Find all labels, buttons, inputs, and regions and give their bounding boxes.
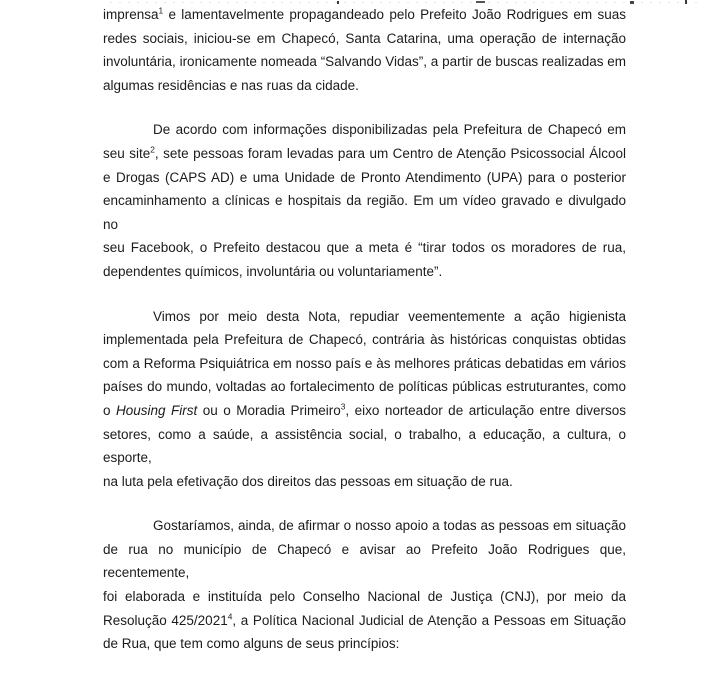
text-line: imprensa$^1$ e lamentavelmente propagandeado pelo Prefeito João Rodrigues em suas (103, 5, 626, 22)
text-line: Gostaríamos, ainda, de afirmar o nosso apoio a todas as pessoas em situação (153, 518, 626, 534)
paragraph (103, 118, 626, 283)
clipped-line-descender (630, 1, 634, 4)
text-line: países do mundo, voltadas ao fortalecimento de políticas públicas estruturantes, como (103, 379, 626, 395)
text-line: encaminhamento a clínicas e hospitais da região. Em um vídeo gravado e divulgado no (103, 193, 626, 232)
text-line: dependentes químicos, involuntária ou voluntariamente”. (103, 263, 443, 279)
text-line: seu Facebook, o Prefeito destacou que a meta é “tirar todos os moradores de rua, (103, 240, 626, 256)
text-line: e Drogas (CAPS AD) e uma Unidade de Pronto Atendimento (UPA) para o posterior (103, 169, 626, 185)
text-line: seu site$^2$, sete pessoas foram levadas para um Centro de Atenção Psicossocial Álcool (103, 144, 626, 161)
paragraph (103, 514, 626, 656)
text-line: setores, como a saúde, a assistência social, o trabalho, a educação, a cultura, o esporte, (103, 426, 626, 466)
footnote-reference: 4 (227, 611, 233, 622)
italic-text: Housing First (116, 402, 198, 418)
document-text (103, 3, 626, 677)
footnote-reference: 2 (150, 144, 155, 155)
text-line: De acordo com informações disponibilizadas pela Prefeitura de Chapecó em (153, 122, 626, 138)
paragraph (103, 3, 626, 97)
text-line: com a Reforma Psiquiátrica em nosso país e às melhores práticas debatidas em vários (103, 355, 626, 371)
text-line: na luta pela efetivação dos direitos das pessoas em situação de rua. (103, 473, 513, 489)
clipped-line-descender (685, 0, 687, 4)
text-line: Resolução 425/2021$^4$, a Política Nacional Judicial de Atenção a Pessoas em Situação (103, 611, 626, 628)
footnote-reference: 3 (340, 401, 346, 412)
text-line: o Housing First ou o Moradia Primeiro$^3$, eixo norteador de articulação entre diversos (103, 401, 626, 418)
text-line: Vimos por meio desta Nota, repudiar veementemente a ação higienista (153, 308, 626, 324)
text-line: redes sociais, iniciou-se em Chapecó, Santa Catarina, uma operação de internação (103, 30, 626, 46)
text-line: involuntária, ironicamente nomeada “Salvando Vidas”, a partir de buscas realizadas em (103, 54, 626, 70)
text-line: foi elaborada e instituída pelo Conselho Nacional de Justiça (CNJ), por meio da (103, 589, 626, 605)
paragraph (103, 305, 626, 494)
text-line: de rua no município de Chapecó e avisar ao Prefeito João Rodrigues que, recentemente, (103, 541, 626, 581)
text-line: implementada pela Prefeitura de Chapecó, contrária às históricas conquistas obtidas (103, 332, 626, 348)
text-line: algumas residências e nas ruas da cidade. (103, 77, 359, 93)
text-line: de Rua, que tem como alguns de seus princípios: (103, 636, 400, 652)
footnote-reference: 1 (158, 5, 164, 16)
